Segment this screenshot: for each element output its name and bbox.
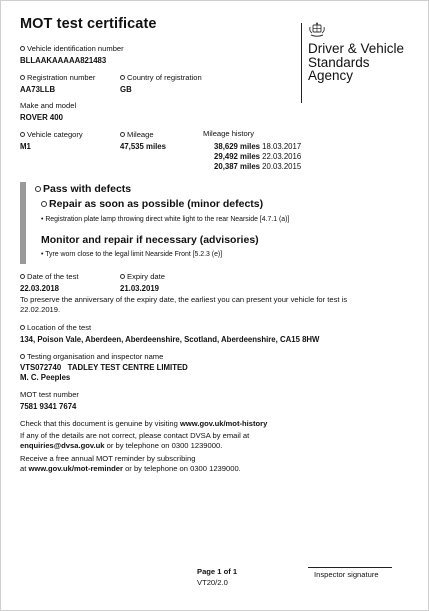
- country-label: Country of registration: [120, 73, 202, 82]
- reminder-line-1: Receive a free annual MOT reminder by subscribing: [20, 454, 196, 463]
- logo-divider: [301, 23, 302, 103]
- logo-line-3: Agency: [308, 68, 354, 83]
- mileage-label: Mileage: [120, 130, 154, 139]
- result-heading: Pass with defects: [35, 183, 131, 195]
- category-label: Vehicle category: [20, 130, 83, 139]
- test-date-value: 22.03.2018: [20, 284, 60, 293]
- anniversary-text-line-2: 22.02.2019.: [20, 305, 61, 314]
- mileage-history-row: 29,492 miles 22.03.2016: [214, 152, 302, 161]
- make-model-value: ROVER 400: [20, 113, 63, 122]
- mot-history-link[interactable]: www.gov.uk/mot-history: [179, 419, 268, 428]
- location-label: Location of the test: [20, 323, 91, 332]
- form-code: VT20/2.0: [197, 578, 228, 587]
- dvsa-email-link[interactable]: enquiries@dvsa.gov.uk: [20, 441, 105, 450]
- info-icon: [20, 325, 25, 330]
- dvsa-logo: [308, 42, 418, 83]
- result-side-bar: [20, 182, 26, 264]
- logo-line-2: Standards: [308, 54, 370, 70]
- mot-reminder-link[interactable]: www.gov.uk/mot-reminder: [28, 464, 123, 473]
- registration-value: AA73LLB: [20, 85, 56, 94]
- vin-label: Vehicle identification number: [20, 44, 124, 53]
- test-date-label: Date of the test: [20, 272, 79, 281]
- category-value: M1: [20, 142, 31, 151]
- organisation-value: VTS072740 TADLEY TEST CENTRE LIMITED: [20, 363, 188, 372]
- mileage-history-row: 20,387 miles 20.03.2015: [214, 162, 302, 171]
- page-title: MOT test certificate: [20, 16, 157, 32]
- make-model-label: Make and model: [20, 101, 77, 110]
- signature-line: [308, 567, 392, 568]
- info-icon: [41, 201, 47, 207]
- reminder-line-2: at www.gov.uk/mot-reminder or by telephone on 0300 1239000.: [20, 464, 241, 473]
- expiry-value: 21.03.2019: [120, 284, 160, 293]
- logo-line-1: Driver & Vehicle: [308, 41, 405, 56]
- mileage-value: 47,535 miles: [120, 142, 166, 151]
- info-icon: [120, 75, 125, 80]
- signature-label: Inspector signature: [314, 570, 379, 579]
- info-icon: [20, 132, 25, 137]
- repair-item: • Registration plate lamp throwing direct white light to the rear Nearside [4.7.1 (a)]: [41, 216, 290, 223]
- page-number: Page 1 of 1: [197, 567, 238, 576]
- mileage-history-row: 38,629 miles 18.03.2017: [214, 142, 302, 151]
- monitor-item: • Tyre worn close to the legal limit Nearside Front [5.2.3 (e)]: [41, 251, 223, 258]
- info-icon: [120, 274, 125, 279]
- info-icon: [20, 354, 25, 359]
- expiry-label: Expiry date: [120, 272, 165, 281]
- info-icon: [35, 186, 41, 192]
- anniversary-text-line-1: To preserve the anniversary of the expiry date, the earliest you can present your vehicle for test is: [20, 295, 348, 304]
- organisation-label: Testing organisation and inspector name: [20, 352, 163, 361]
- info-icon: [20, 75, 25, 80]
- registration-label: Registration number: [20, 73, 95, 82]
- repair-heading: Repair as soon as possible (minor defects): [41, 198, 263, 210]
- incorrect-details-line-2: enquiries@dvsa.gov.uk or by telephone on 0300 1239000.: [20, 441, 223, 450]
- info-icon: [20, 274, 25, 279]
- mileage-history-label: Mileage history: [203, 129, 255, 138]
- vin-value: BLLAAKAAAAA821483: [20, 56, 107, 65]
- location-value: 134, Poison Vale, Aberdeen, Aberdeenshire, Scotland, Aberdeenshire, CA15 8HW: [20, 335, 320, 344]
- country-value: GB: [120, 85, 132, 94]
- royal-crest-icon: [308, 21, 326, 39]
- test-number-value: 7581 9341 7674: [20, 402, 77, 411]
- info-icon: [20, 46, 25, 51]
- info-icon: [120, 132, 125, 137]
- test-number-label: MOT test number: [20, 390, 79, 399]
- genuine-check-text: Check that this document is genuine by visiting www.gov.uk/mot-history: [20, 419, 268, 428]
- inspector-name: M. C. Peeples: [20, 373, 71, 382]
- incorrect-details-line-1: If any of the details are not correct, please contact DVSA by email at: [20, 431, 250, 440]
- monitor-heading: Monitor and repair if necessary (advisories): [41, 234, 259, 246]
